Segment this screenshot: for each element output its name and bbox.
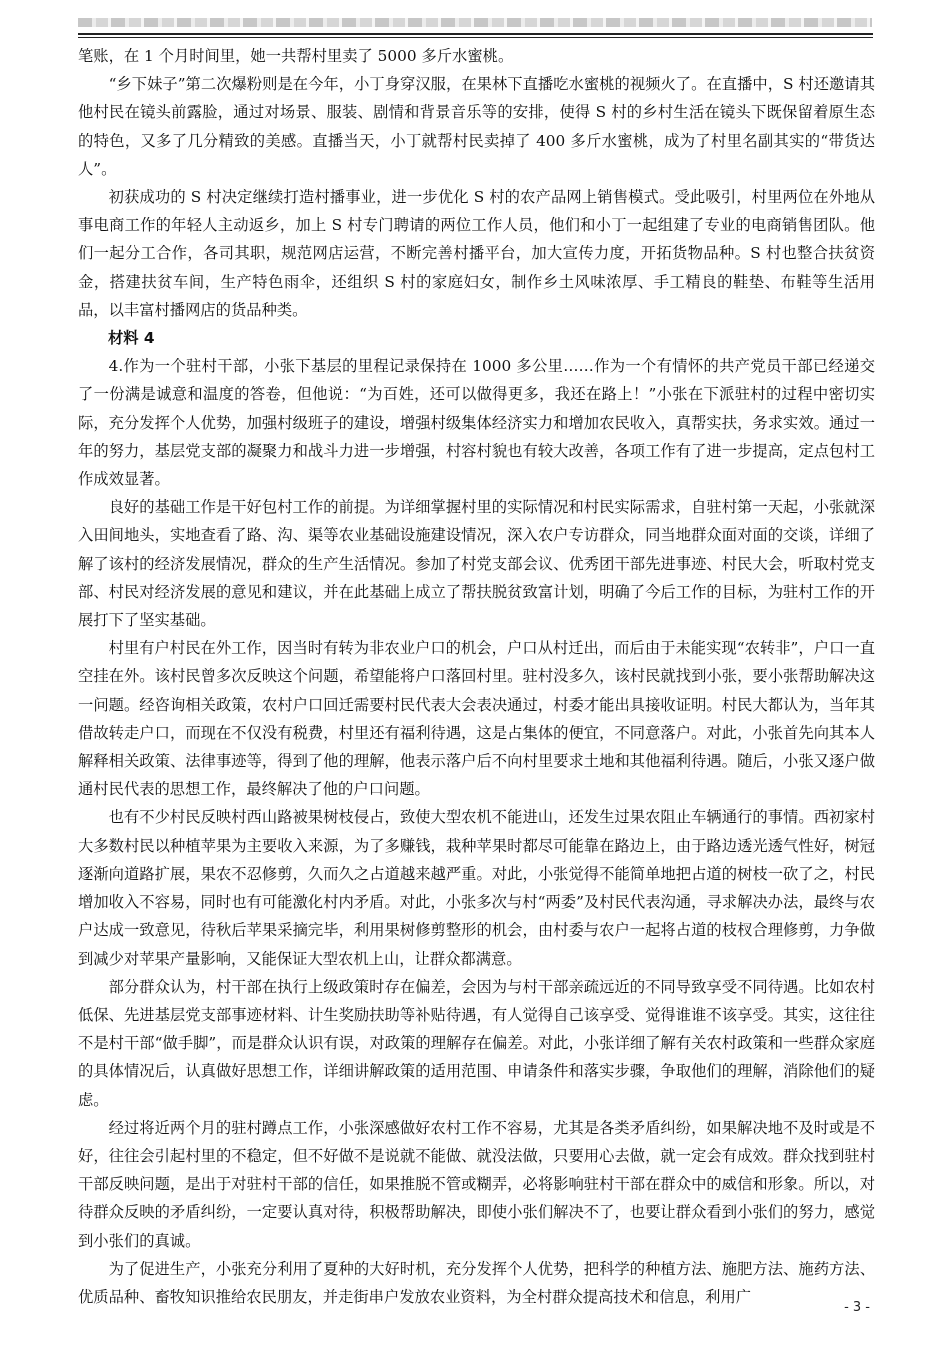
- paragraph: 良好的基础工作是干好包村工作的前提。为详细掌握村里的实际情况和村民实际需求，自驻村第一天起，小张就深入田间地头，实地查看了路、沟、渠等农业基础设施建设情况，深入农户专访群众，同当地群众面对面的交谈，详细了解了该村的经济发展情况，群众的生产生活情况。参加了村党支部会议、优秀团干部先进事迹、村民大会，听取村党支部、村民对经济发展的意见和建议，并在此基础上成立了帮扶脱贫致富计划，明确了今后工作的目标，为驻村工作的开展打下了坚实基础。: [78, 498, 875, 630]
- paragraph: 为了促进生产，小张充分利用了夏种的大好时机，充分发挥个人优势，把科学的种植方法、施肥方法、施药方法、优质品种、畜牧知识推给农民朋友，并走街串户发放农业资料，为全村群众提高技术和信息，利用广: [78, 1259, 875, 1306]
- page-number: - 3 -: [844, 1300, 870, 1315]
- header-rule-thin: [78, 37, 873, 38]
- paragraph: 笔账，在 1 个月时间里，她一共帮村里卖了 5000 多斤水蜜桃。: [78, 47, 514, 65]
- paragraph: 部分群众认为，村干部在执行上级政策时存在偏差，会因为与村干部亲疏远近的不同导致享受不同待遇。比如农村低保、先进基层党支部事迹材料、计生奖励扶助等补贴待遇，有人觉得自己该享受、觉得谁谁不该享受。其实，这往往不是村干部“做手脚”，而是群众认识有误，对政策的理解存在偏差。对此，小张详细了解有关农村政策和一些群众家庭的具体情况后，认真做好思想工作，详细讲解政策的适用范围、申请条件和落实步骤，争取他们的理解，消除他们的疑虑。: [78, 977, 875, 1109]
- paragraph: 初获成功的 S 村决定继续打造村播事业，进一步优化 S 村的农产品网上销售模式。受此吸引，村里两位在外地从事电商工作的年轻人主动返乡，加上 S 村专门聘请的两位工作人员，他们和小丁一起组建了专业的电商销售团队。他们一起分工合作，各司其职，规范网店运营，不断完善村播平台，加大宣传力度，开拓货物品种。S 村也整合扶贫资金，搭建扶贫车间，生产特色雨伞，还组织 S 村的家庭妇女，制作乡土风味浓厚、手工精良的鞋垫、布鞋等生活用品，以丰富村播网店的货品种类。: [78, 188, 875, 319]
- section-heading: 材料 4: [108, 329, 155, 348]
- header-strip: [78, 16, 872, 30]
- paragraph: 经过将近两个月的驻村蹲点工作，小张深感做好农村工作不容易，尤其是各类矛盾纠纷，如果解决地不及时或是不好，往往会引起村里的不稳定，但不好做不是说就不能做、就没法做，只要用心去做，就一定会有成效。群众找到驻村干部反映问题，是出于对驻村干部的信任，如果推脱不管或糊弄，必将影响驻村干部在群众中的威信和形象。所以，对待群众反映的矛盾纠纷，一定要认真对待，积极帮助解决，即使小张们解决不了，也要让群众看到小张们的努力，感觉到小张们的真诚。: [78, 1118, 875, 1250]
- header-blurred-text: [78, 18, 872, 27]
- paragraph: 4.作为一个驻村干部，小张下基层的里程记录保持在 1000 多公里……作为一个有情怀的共产党员干部已经递交了一份满是诚意和温度的答卷，但他说：“为百姓，还可以做得更多，我还在路上！”小张在下派驻村的过程中密切实际，充分发挥个人优势，加强村级班子的建设，增强村级集体经济实力和增加农民收入，真帮实扶，务求实效。通过一年的努力，基层党支部的凝聚力和战斗力进一步增强，村容村貌也有较大改善，各项工作有了进一步提高，定点包村工作成效显著。: [78, 357, 875, 489]
- body-text: [78, 42, 875, 1311]
- paragraph: “乡下妹子”第二次爆粉则是在今年，小丁身穿汉服，在果林下直播吃水蜜桃的视频火了。在直播中，S 村还邀请其他村民在镜头前露脸，通过对场景、服装、剧情和背景音乐等的安排，使得 S 村的乡村生活在镜头下既保留着原生态的特色，又多了几分精致的美感。直播当天，小丁就帮村民卖掉了 400 多斤水蜜桃，成为了村里名副其实的“带货达人”。: [78, 75, 875, 178]
- header-rule-thick: [78, 33, 873, 35]
- paragraph: 村里有户村民在外工作，因当时有转为非农业户口的机会，户口从村迁出，而后由于未能实现“农转非”，户口一直空挂在外。该村民曾多次反映这个问题，希望能将户口落回村里。驻村没多久，该村民就找到小张，要小张帮助解决这一问题。经咨询相关政策，农村户口回迁需要村民代表大会表决通过，村委才能出具接收证明。村民大都认为，当年其借故转走户口，而现在不仅没有税费，村里还有福利待遇，这是占集体的便宜，不同意落户。对此，小张首先向其本人解释相关政策、法律事迹等，得到了他的理解，他表示落户后不向村里要求土地和其他福利待遇。随后，小张又逐户做通村民代表的思想工作，最终解决了他的户口问题。: [78, 639, 875, 799]
- paragraph: 也有不少村民反映村西山路被果树枝侵占，致使大型农机不能进山，还发生过果农阻止车辆通行的事情。西初家村大多数村民以种植苹果为主要收入来源，为了多赚钱，栽种苹果时都尽可能靠在路边上，由于路边透光透气性好，树冠逐渐向道路扩展，果农不忍修剪，久而久之占道越来越严重。对此，小张觉得不能简单地把占道的树枝一砍了之，村民增加收入不容易，同时也有可能激化村内矛盾。对此，小张多次与村“两委”及村民代表沟通，寻求解决办法，最终与农户达成一致意见，待秋后苹果采摘完毕，利用果树修剪整形的机会，由村委与农户一起将占道的枝杈合理修剪，力争做到减少对苹果产量影响，又能保证大型农机上山，让群众都满意。: [78, 808, 875, 968]
